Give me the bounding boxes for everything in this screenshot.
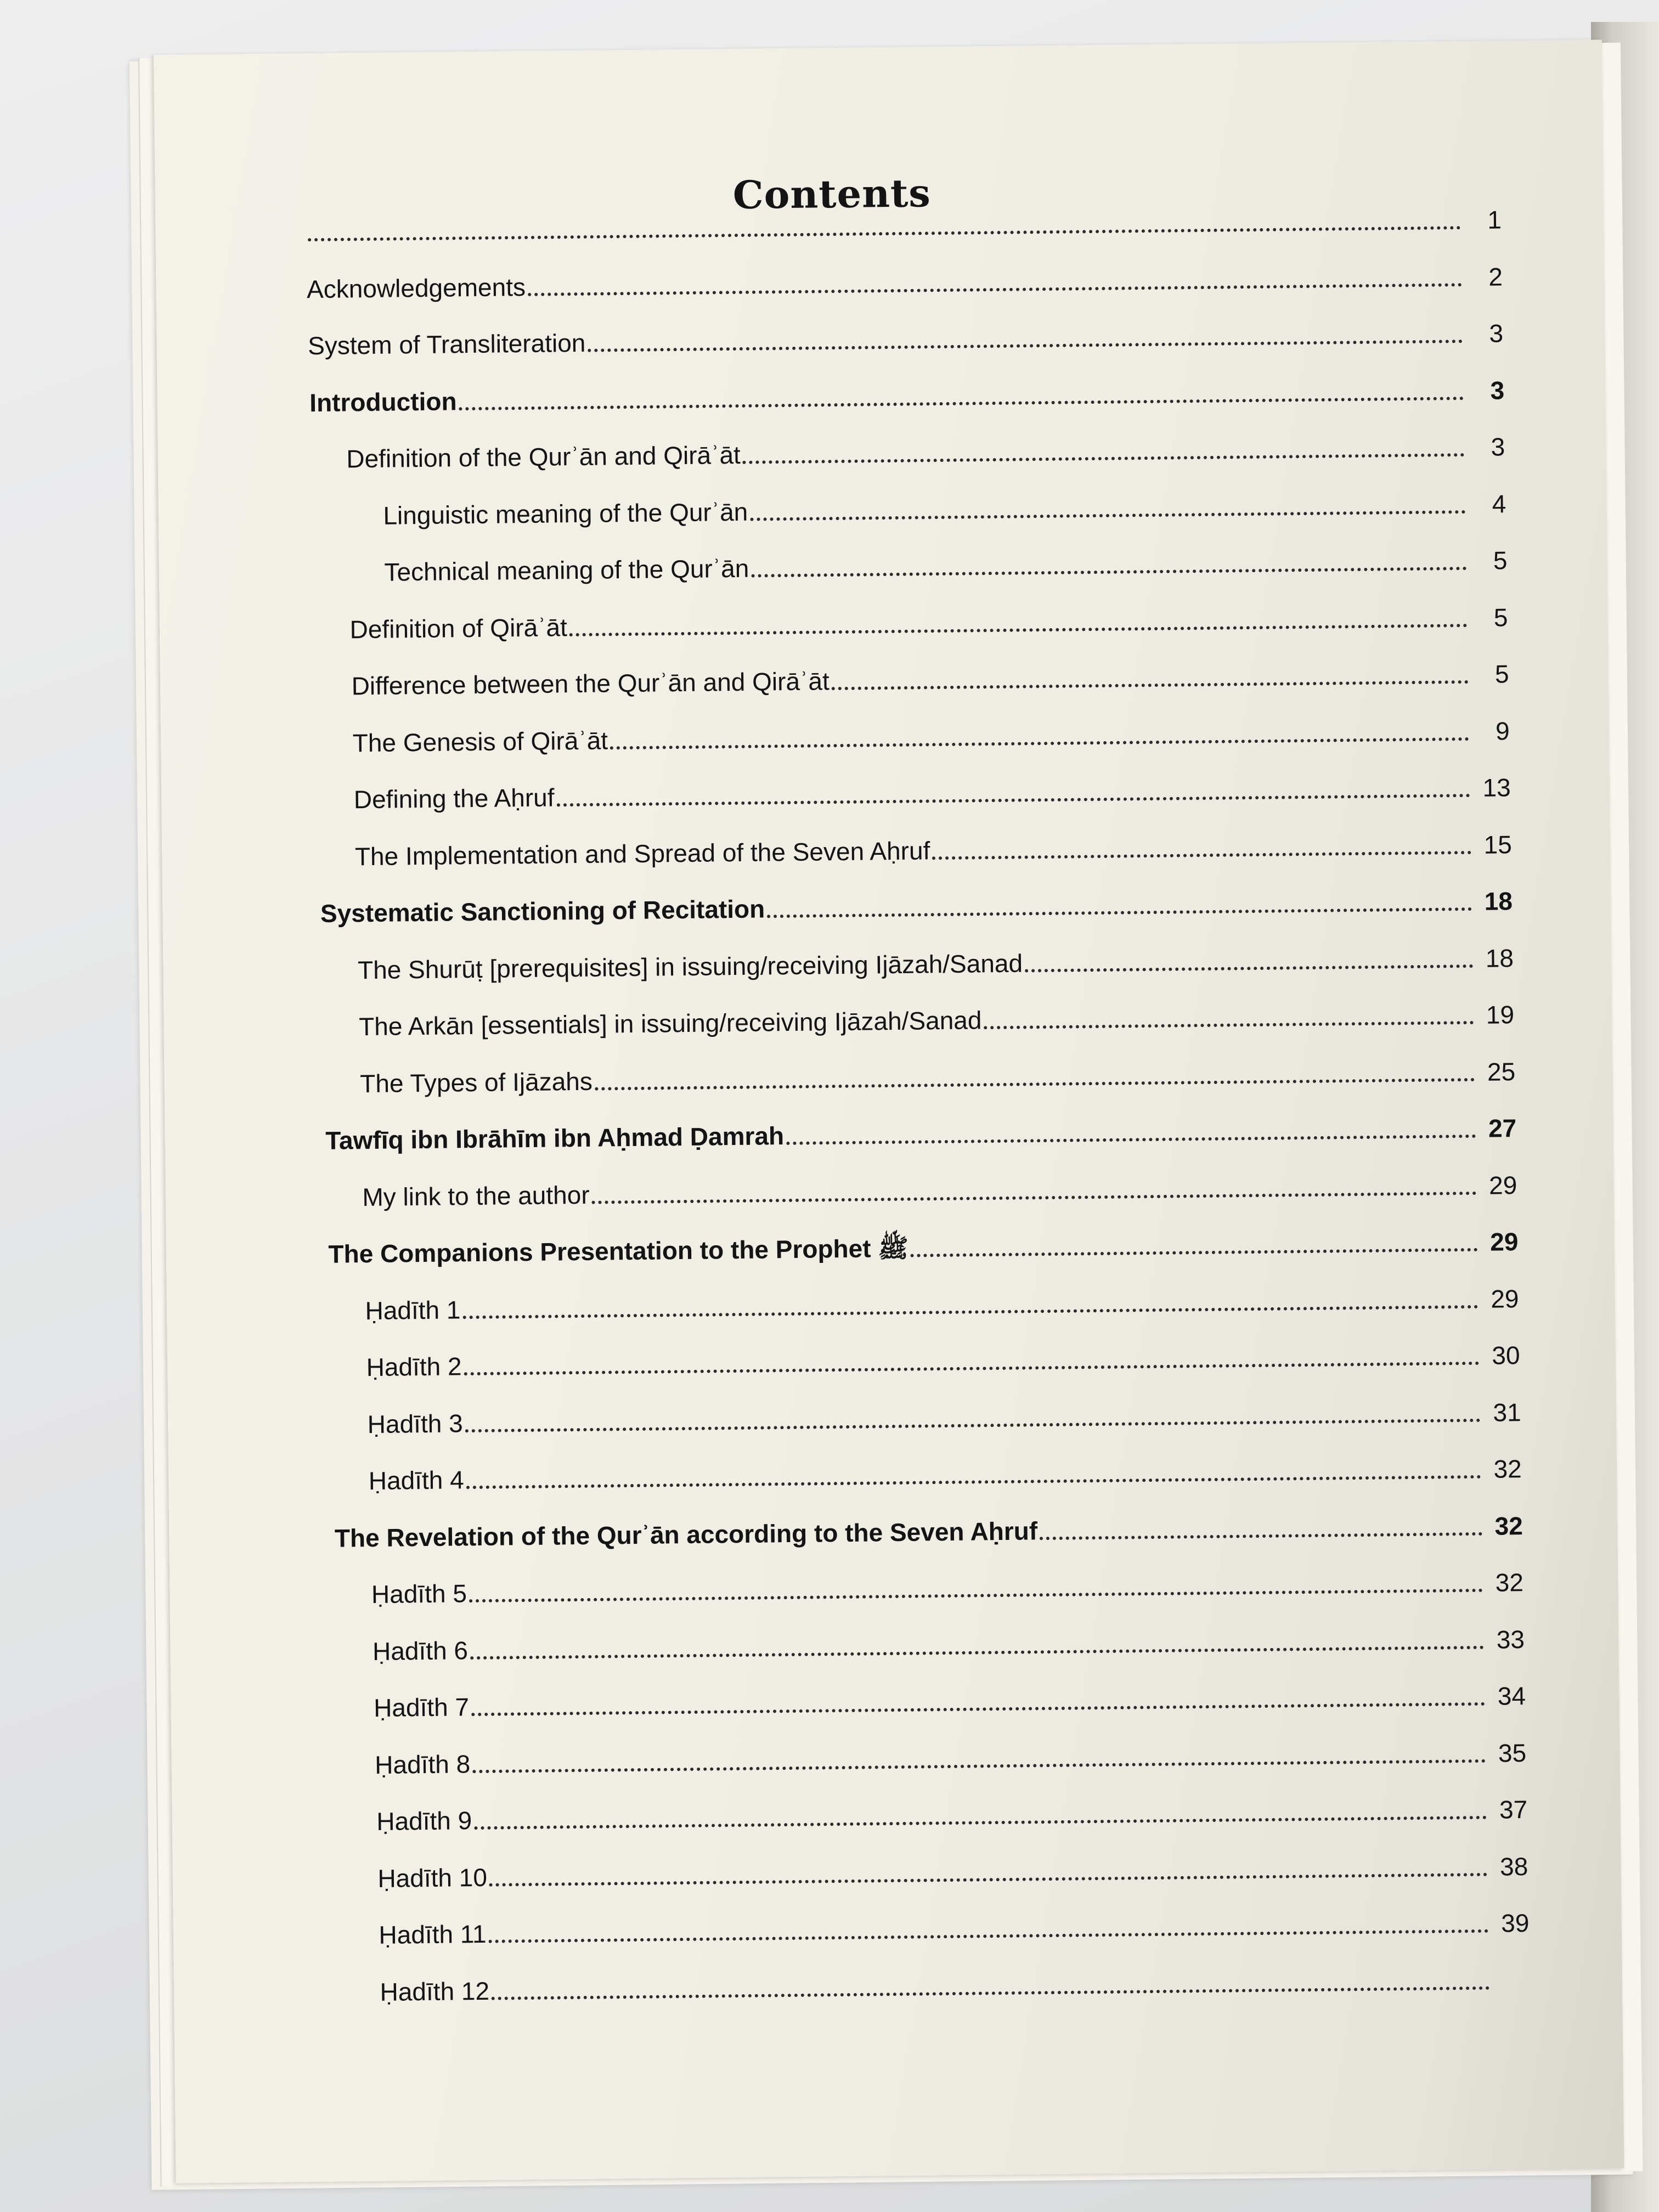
- toc-entry-label: The Implementation and Spread of the Seven Aḥruf: [354, 836, 930, 871]
- toc-entry: [162, 651, 1509, 701]
- toc-leader-dots: [751, 566, 1466, 578]
- toc-entry-label: Ḥadīth 7: [373, 1692, 470, 1723]
- toc-entry-label: Difference between the Qurʾān and Qirāʾāt: [351, 667, 830, 701]
- toc-leader-dots: [743, 453, 1465, 464]
- toc-entry-label: My link to the author: [362, 1180, 590, 1211]
- toc-entry: [173, 1730, 1527, 1780]
- toc-leader-dots: [786, 1134, 1476, 1145]
- toc-entry-page: 31: [1493, 1397, 1521, 1427]
- toc-entry-page: 15: [1483, 830, 1513, 859]
- toc-entry-label: Ḥadīth 5: [371, 1579, 467, 1609]
- toc-leader-dots: [750, 510, 1465, 521]
- toc-entry: [170, 1446, 1522, 1496]
- toc-entry: [173, 1673, 1526, 1723]
- toc-leader-dots: [470, 1645, 1484, 1659]
- toc-leader-dots: [471, 1702, 1485, 1716]
- toc-entry: [169, 1333, 1520, 1382]
- toc-entry-page: 3: [1489, 319, 1504, 348]
- toc-leader-dots: [466, 1475, 1481, 1489]
- toc-entry: [161, 538, 1508, 587]
- toc-entry: [175, 1900, 1530, 1950]
- toc-leader-dots: [911, 1248, 1478, 1257]
- toc-entry: [167, 1105, 1517, 1155]
- toc-entry-label: The Genesis of Qirāʾāt: [352, 725, 608, 757]
- toc-leader-dots: [464, 1361, 1480, 1375]
- toc-entry-label: The Types of Ijāzahs: [359, 1066, 593, 1098]
- toc-entry: [160, 424, 1505, 473]
- toc-entry-label: Linguistic meaning of the Qurʾān: [383, 497, 748, 530]
- toc-entry-page: 32: [1494, 1511, 1523, 1541]
- toc-entry-page: 3: [1490, 375, 1505, 405]
- toc-entry-page: 33: [1496, 1624, 1525, 1654]
- toc-entry-label: Ḥadīth 12: [380, 1976, 490, 2006]
- toc-leader-dots: [588, 339, 1463, 352]
- toc-entry: [165, 878, 1513, 928]
- toc-entry-page: 3: [1491, 432, 1505, 461]
- toc-entry-label: Ḥadīth 6: [372, 1635, 469, 1666]
- toc-leader-dots: [932, 850, 1471, 859]
- toc-leader-dots: [474, 1815, 1487, 1830]
- toc-entry-page: 18: [1484, 887, 1513, 916]
- toc-entry-page: 29: [1488, 1170, 1517, 1200]
- toc-entry-label: Ḥadīth 3: [367, 1408, 463, 1438]
- toc-entry-label: The Companions Presentation to the Prophet ﷺ: [328, 1233, 909, 1268]
- toc-entry: [174, 1843, 1528, 1893]
- toc-entry: [158, 254, 1503, 303]
- toc-leader-dots: [489, 1929, 1489, 1943]
- toc-entry-page: 38: [1499, 1852, 1528, 1881]
- toc-entry-label: Ḥadīth 9: [376, 1806, 472, 1836]
- toc-entry-page: 25: [1487, 1057, 1516, 1086]
- toc-entry: [165, 935, 1514, 985]
- toc-entry: [168, 1219, 1519, 1268]
- toc-entry-label: Ḥadīth 11: [379, 1919, 487, 1949]
- toc-leader-dots: [308, 225, 1461, 241]
- toc-entry-label: The Revelation of the Qurʾān according to the Seven Aḥruf: [334, 1516, 1038, 1553]
- toc-entry: [170, 1390, 1521, 1439]
- toc-entry-page: 9: [1495, 716, 1510, 745]
- page-title: Contents: [732, 170, 932, 218]
- toc-entry-label: Technical meaning of the Qurʾān: [384, 554, 749, 586]
- toc-entry: [167, 1163, 1517, 1212]
- toc-entry-page: 13: [1482, 773, 1511, 802]
- toc-entry-page: 5: [1493, 602, 1508, 632]
- toc-entry-label: Definition of Qirāʾāt: [349, 612, 568, 644]
- toc-entry-page: 5: [1493, 546, 1508, 575]
- toc-entry-page: 34: [1497, 1681, 1526, 1711]
- toc-entry: [163, 822, 1512, 871]
- toc-leader-dots: [767, 907, 1472, 918]
- toc-leader-dots: [472, 1758, 1486, 1773]
- toc-entry: [171, 1503, 1523, 1553]
- toc-entry-page: 27: [1488, 1114, 1517, 1143]
- toc-entry: [174, 1787, 1528, 1836]
- toc-entry-label: Acknowledgements: [306, 272, 526, 303]
- toc-leader-dots: [595, 1077, 1475, 1090]
- toc-entry-label: The Shurūṭ [prerequisites] in issuing/receiving Ijāzah/Sanad: [357, 949, 1023, 984]
- toc-entry-page: 30: [1492, 1341, 1520, 1370]
- table-of-contents: [156, 115, 1530, 2006]
- toc-entry: [160, 481, 1506, 531]
- toc-entry: [159, 368, 1505, 417]
- toc-leader-dots: [832, 680, 1469, 690]
- toc-entry-page: 2: [1488, 262, 1503, 291]
- toc-entry-label: Defining the Aḥruf: [353, 783, 555, 814]
- toc-entry-label: Definition of the Qurʾān and Qirāʾāt: [346, 440, 741, 473]
- toc-entry-page: 35: [1498, 1738, 1527, 1768]
- toc-leader-dots: [459, 396, 1464, 410]
- toc-entry: [166, 992, 1515, 1041]
- toc-entry-label: Ḥadīth 1: [365, 1295, 461, 1325]
- toc-entry-label: Ḥadīth 8: [374, 1749, 471, 1779]
- toc-entry-label: System of Transliteration: [307, 328, 586, 360]
- toc-leader-dots: [528, 283, 1462, 296]
- toc-entry-label: The Arkān [essentials] in issuing/receiving Ijāzah/Sanad: [358, 1006, 982, 1041]
- toc-entry-page: 4: [1492, 489, 1506, 518]
- toc-entry-page: 29: [1489, 1227, 1519, 1256]
- toc-entry: [166, 1049, 1516, 1098]
- toc-entry: [161, 595, 1508, 644]
- toc-entry: [162, 708, 1510, 758]
- toc-leader-dots: [569, 623, 1468, 636]
- toc-entry-label: Ḥadīth 4: [368, 1465, 464, 1496]
- toc-leader-dots: [489, 1872, 1487, 1886]
- toc-entry-label: Ḥadīth 2: [366, 1352, 462, 1382]
- toc-leader-dots: [1025, 963, 1473, 972]
- toc-leader-dots: [610, 737, 1469, 749]
- toc-leader-dots: [592, 1190, 1477, 1204]
- toc-leader-dots: [984, 1020, 1474, 1029]
- toc-leader-dots: [465, 1418, 1481, 1432]
- toc-entry: [172, 1617, 1525, 1666]
- toc-entry: [172, 1560, 1524, 1609]
- toc-entry-page: 19: [1486, 1000, 1515, 1029]
- toc-entry-page: 32: [1495, 1568, 1524, 1597]
- toc-entry-page: 1: [1487, 205, 1502, 234]
- toc-entry-label: Systematic Sanctioning of Recitation: [320, 894, 765, 928]
- toc-entry-page: 29: [1491, 1284, 1519, 1313]
- toc-entry-page: 32: [1493, 1454, 1522, 1483]
- toc-leader-dots: [1040, 1531, 1482, 1539]
- toc-entry-label: Ḥadīth 10: [377, 1863, 488, 1893]
- toc-entry-page: 37: [1499, 1795, 1528, 1824]
- toc-entry: [163, 765, 1511, 814]
- toc-entry-label: Introduction: [309, 386, 457, 417]
- toc-entry: [159, 311, 1504, 360]
- toc-leader-dots: [469, 1588, 1483, 1602]
- toc-entry-page: 5: [1494, 659, 1509, 689]
- toc-entry-page: 18: [1485, 943, 1514, 973]
- toc-entry-label: Tawfīq ibn Ibrāhīm ibn Aḥmad Ḍamrah: [325, 1121, 785, 1155]
- toc-leader-dots: [463, 1304, 1479, 1318]
- toc-entry: [168, 1276, 1519, 1325]
- toc-leader-dots: [557, 793, 1470, 806]
- toc-entry-page: 39: [1500, 1908, 1530, 1938]
